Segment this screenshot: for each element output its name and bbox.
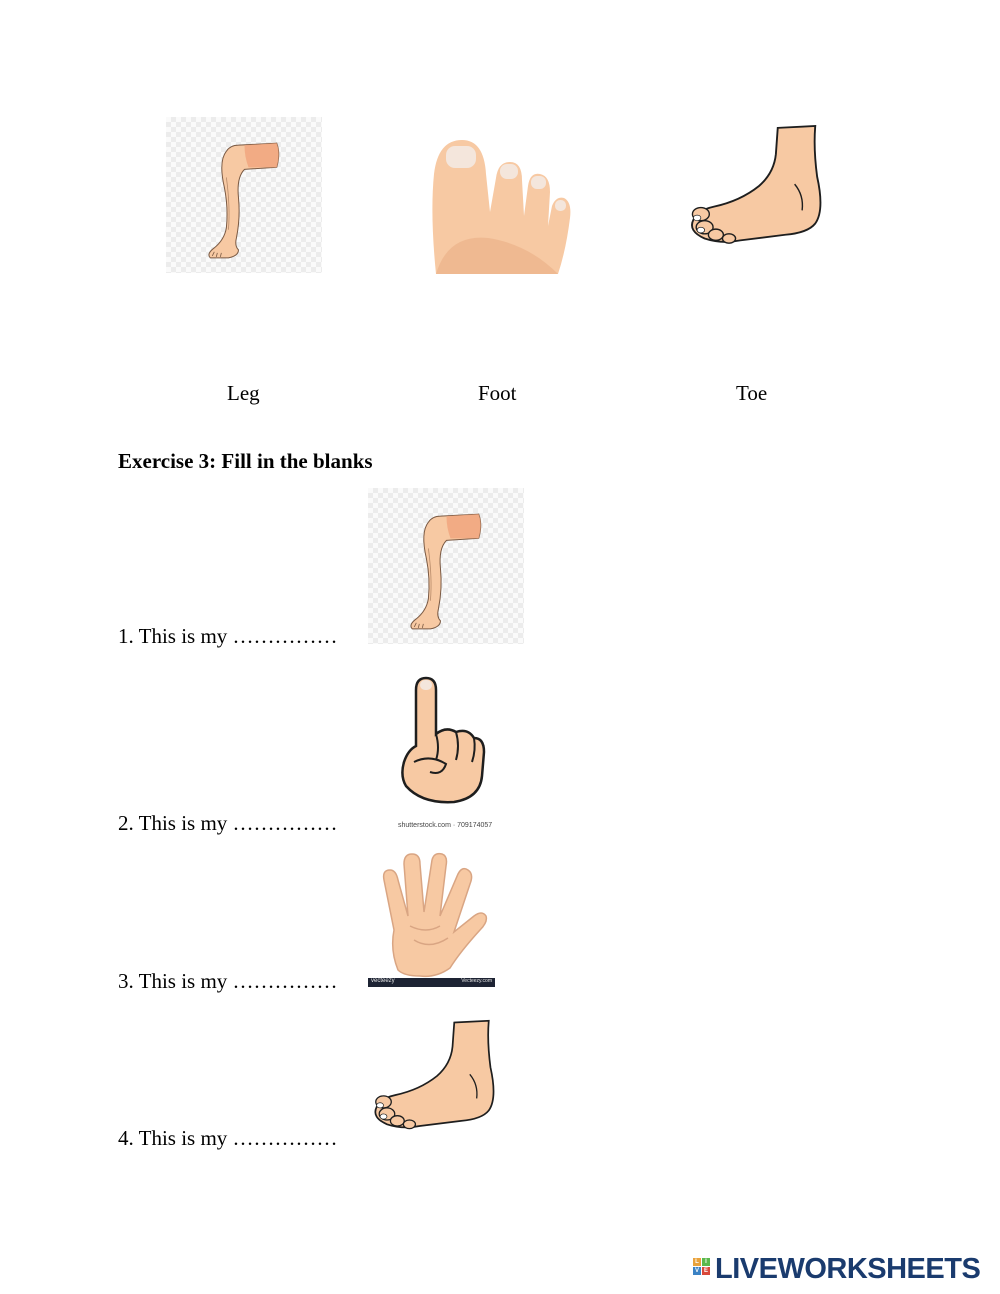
leg-image-question-1 — [368, 488, 524, 644]
label-leg: Leg — [227, 381, 260, 405]
vecteezy-caption-right: Vecteezy.com — [461, 978, 492, 984]
label-foot: Foot — [478, 381, 517, 405]
vecteezy-caption-left: vecteezy — [371, 978, 395, 984]
leg-image — [166, 117, 322, 273]
question-2: 2. This is my …………… — [118, 811, 338, 835]
liveworksheets-wordmark: LIVEWORKSHEETS — [715, 1253, 981, 1285]
finger-image — [396, 676, 490, 804]
question-4: 4. This is my …………… — [118, 1126, 338, 1150]
label-toe: Toe — [736, 381, 768, 405]
question-1: 1. This is my …………… — [118, 624, 338, 648]
exercise-heading: Exercise 3: Fill in the blanks — [118, 449, 373, 473]
foot-side-image — [684, 120, 834, 252]
logo-square-i: I — [702, 1258, 710, 1266]
logo-square-v: V — [694, 1268, 699, 1274]
toes-image — [428, 134, 573, 274]
liveworksheets-logo — [693, 1258, 711, 1280]
foot-side-image-question-4 — [368, 1010, 506, 1142]
shutterstock-caption: shutterstock.com · 709174057 — [398, 822, 493, 829]
hand-image — [370, 850, 494, 978]
logo-square-e: E — [703, 1268, 708, 1274]
vecteezy-strip — [368, 978, 495, 987]
question-3: 3. This is my …………… — [118, 969, 338, 993]
logo-square-l: L — [693, 1258, 701, 1266]
